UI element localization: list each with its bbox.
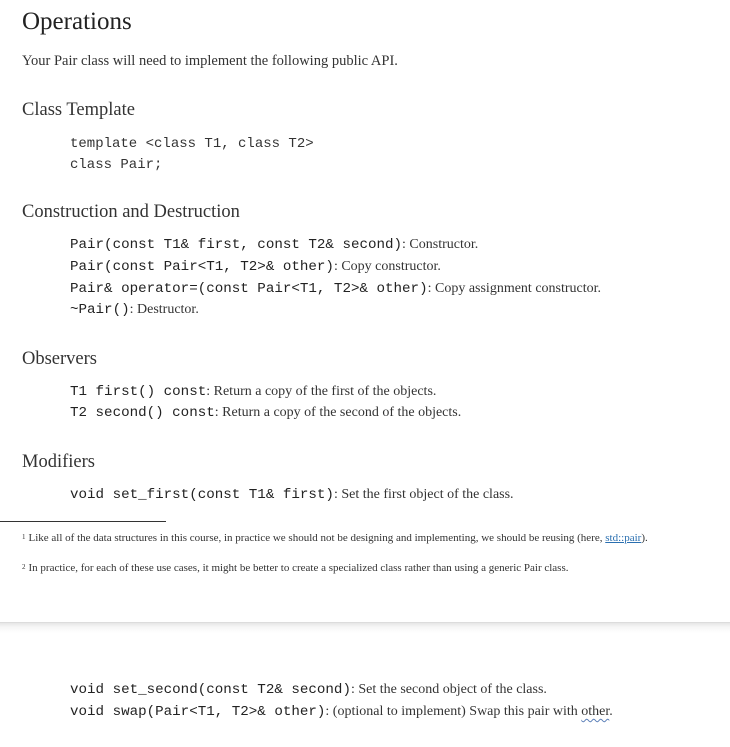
api-description-end: . [609,704,613,719]
api-signature: Pair(const T1& first, const T2& second) [70,237,403,253]
footnote-separator [0,521,166,522]
code-line: class Pair; [70,157,163,173]
api-signature: void swap(Pair<T1, T2>& other) [70,704,326,720]
api-description: : Set the first object of the class. [333,487,514,502]
section-heading-observers: Observers [22,349,98,369]
api-description: : Copy assignment constructor. [427,281,602,296]
footnote-1 [22,531,682,545]
intro-paragraph: Your Pair class will need to implement the following public API. [22,53,398,69]
api-item [70,281,601,297]
api-description: : Return a copy of the second of the objects. [214,405,462,420]
api-signature: Pair(const Pair<T1, T2>& other) [70,259,334,275]
section-heading-class-template: Class Template [22,100,135,120]
api-description: : Copy constructor. [333,259,441,274]
std-pair-link[interactable]: std::pair [605,532,642,544]
api-item [70,302,199,318]
api-description: : Constructor. [402,237,479,252]
api-signature: T2 second() const [70,405,215,421]
api-signature: T1 first() const [70,384,207,400]
api-item [70,704,613,720]
api-signature: Pair& operator=(const Pair<T1, T2>& other) [70,281,428,297]
section-heading-construction: Construction and Destruction [22,202,240,222]
section-heading-modifiers: Modifiers [22,452,95,472]
api-item [70,259,441,275]
api-description: : Set the second object of the class. [350,682,547,697]
code-line: template <class T1, class T2> [70,136,314,152]
api-description: : (optional to implement) Swap this pair with [325,704,582,719]
footnote-marker: 2 [22,563,26,571]
footnote-text-end: ). [641,532,648,544]
footnote-2 [22,561,682,575]
footnote-text: In practice, for each of these use cases, it might be better to create a specialized class rather than using a generic Pair class. [28,562,569,574]
api-signature: ~Pair() [70,302,130,318]
api-item [70,487,514,503]
api-description: : Destructor. [129,302,199,317]
footnote-marker: 1 [22,533,26,541]
api-item [70,682,547,698]
footnote-text: Like all of the data structures in this course, in practice we should not be designing and implementing, we should be reusing (here, [28,532,606,544]
page-title: Operations [22,8,132,35]
api-description: : Return a copy of the first of the objects. [206,384,437,399]
spellcheck-flagged-word[interactable]: other [581,704,610,719]
api-item [70,237,478,253]
api-item [70,405,461,421]
api-signature: void set_first(const T1& first) [70,487,334,503]
page-break [0,622,730,633]
api-signature: void set_second(const T2& second) [70,682,351,698]
api-item [70,384,436,400]
